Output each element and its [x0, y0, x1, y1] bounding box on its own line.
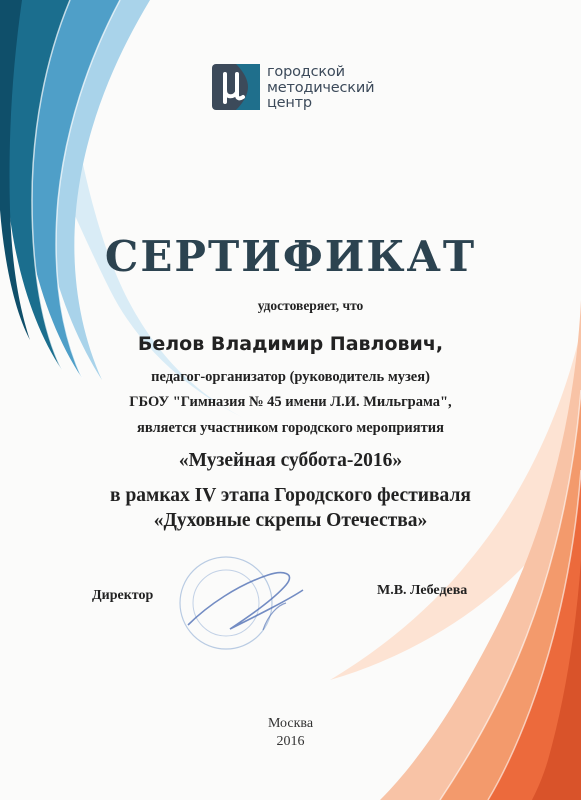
logo-line-2: методический: [267, 79, 375, 96]
mu-logo-icon: [212, 62, 262, 112]
recipient-position: педагог-организатор (руководитель музея): [151, 369, 430, 385]
recipient-name: Белов Владимир Павлович,: [137, 333, 444, 355]
footer-city: Москва: [267, 716, 314, 731]
organization-logo: [212, 62, 387, 118]
logo-line-1: городской: [267, 64, 345, 80]
footer-year: 2016: [276, 734, 305, 749]
event-name: «Музейная суббота-2016»: [178, 450, 403, 471]
certifies-text: удостоверяет, что: [257, 298, 364, 313]
recipient-school: ГБОУ "Гимназия № 45 имени Л.И. Мильграма",: [129, 394, 452, 410]
signatory-name: М.В. Лебедева: [377, 583, 468, 598]
stamp-and-signature: [168, 545, 308, 655]
logo-line-3: центр: [267, 95, 312, 111]
signatory-role: Директор: [92, 588, 154, 603]
festival-name: «Духовные скрепы Отечества»: [153, 510, 428, 531]
certificate-title: СЕРТИФИКАТ: [104, 232, 477, 281]
participation-text: является участником городского мероприятия: [137, 420, 444, 436]
festival-line: в рамках IV этапа Городского фестиваля: [110, 485, 471, 506]
logo-text: [267, 65, 374, 112]
